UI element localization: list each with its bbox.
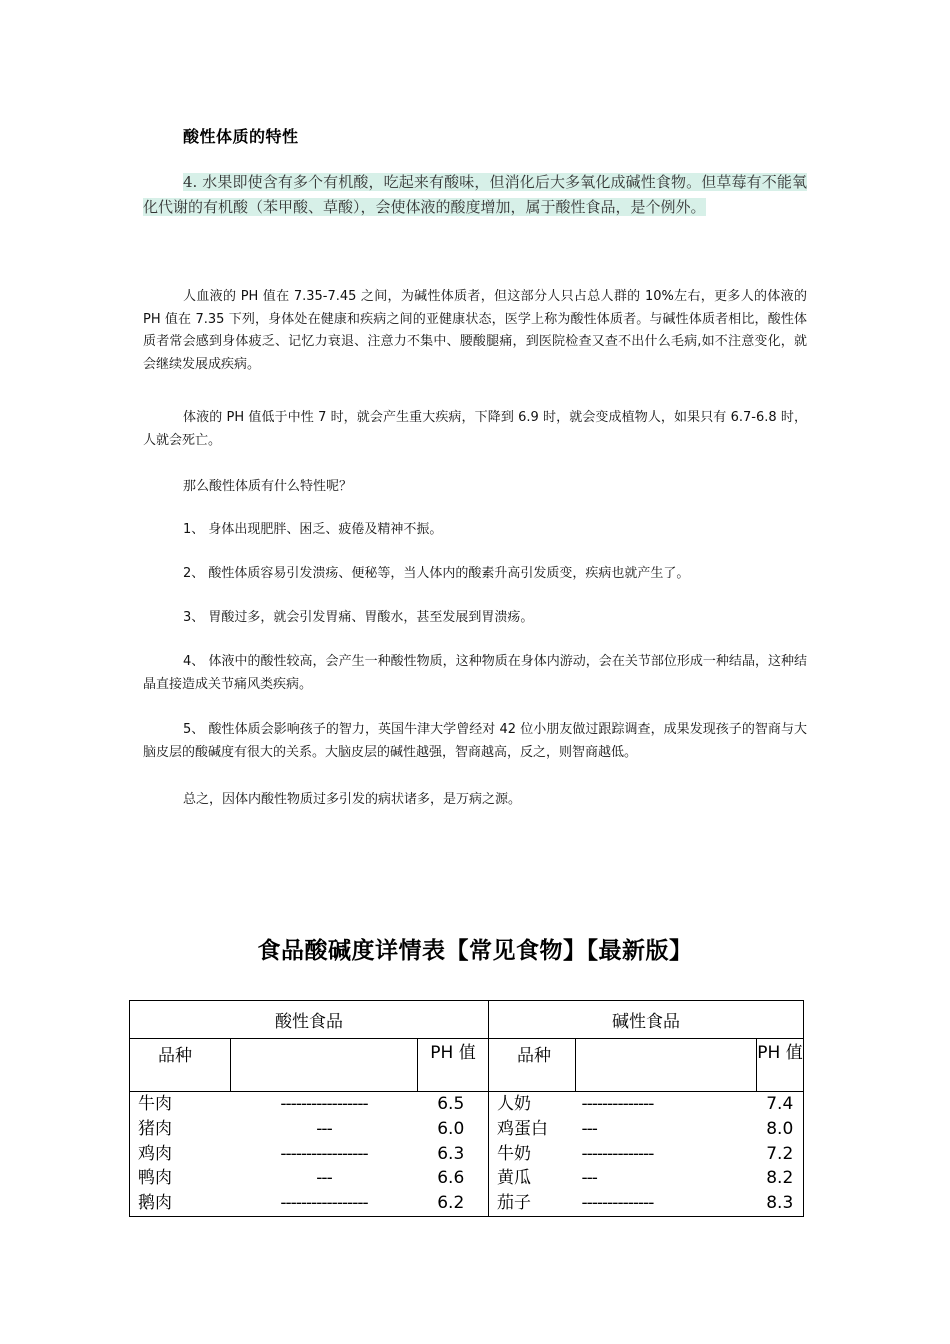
alk-ph-value: 8.3 (757, 1191, 804, 1216)
alk-col-ph: PH 值 (757, 1039, 804, 1092)
alk-food-name: 牛奶 (489, 1142, 576, 1167)
acid-dashes: ----------------- (280, 1143, 368, 1164)
acid-ph-value: 6.3 (437, 1143, 465, 1164)
table-title: 食品酸碱度详情表【常见食物】【最新版】 (257, 938, 693, 964)
acid-food-name: 猪肉 (130, 1117, 231, 1142)
section-title: 酸性体质的特性 (183, 127, 299, 146)
acid-col-ph: PH 值 (418, 1039, 489, 1092)
alk-col-name: 品种 (489, 1039, 576, 1092)
acid-ph-value: 6.6 (437, 1168, 465, 1189)
list-item-3: 3、 胃酸过多，就会引发胃痛、胃酸水，甚至发展到胃溃疡。 (183, 610, 534, 625)
acid-food-name: 牛肉 (130, 1092, 231, 1117)
list-item-1: 1、 身体出现肥胖、困乏、疲倦及精神不振。 (183, 522, 443, 537)
paragraph-question: 那么酸性体质有什么特性呢？ (183, 479, 353, 494)
alk-food-name: 茄子 (489, 1191, 576, 1216)
alk-dashes: -------------- (581, 1094, 654, 1114)
table-row (130, 1191, 804, 1216)
acid-ph-value: 6.5 (437, 1094, 465, 1114)
acid-dashes: --- (316, 1118, 332, 1139)
list-item-5: 5、 酸性体质会影响孩子的智力，英国牛津大学曾经对 42 位小朋友做过跟踪调查，成果发现孩子的智商与大脑皮层的酸碱度有很大的关系。大脑皮层的碱性越强，智商越高，反之，则智商越低。 (143, 722, 807, 760)
table-row (130, 1092, 804, 1117)
alk-food-name: 人奶 (489, 1092, 576, 1117)
highlighted-paragraph (143, 170, 807, 219)
acid-col-blank (231, 1039, 418, 1092)
ph-table (129, 1000, 804, 1217)
acid-food-name: 鸡肉 (130, 1142, 231, 1167)
alk-food-name: 黄瓜 (489, 1166, 576, 1191)
alk-ph-value: 7.2 (757, 1142, 804, 1167)
acid-food-name: 鹅肉 (130, 1191, 231, 1216)
table-row (130, 1166, 804, 1191)
alk-ph-value: 8.2 (757, 1166, 804, 1191)
paragraph-ph-threshold: 体液的 PH 值低于中性 7 时，就会产生重大疾病，下降到 6.9 时，就会变成植物人，如果只有 6.7-6.8 时，人就会死亡。 (143, 410, 807, 448)
acid-dashes: ----------------- (280, 1094, 368, 1114)
alk-ph-value: 7.4 (757, 1092, 804, 1117)
alk-ph-value: 8.0 (757, 1117, 804, 1142)
acid-food-name: 鸭肉 (130, 1166, 231, 1191)
acid-col-name: 品种 (130, 1039, 231, 1092)
paragraph-conclusion: 总之，因体内酸性物质过多引发的病状诸多，是万病之源。 (183, 792, 522, 807)
alk-dashes: --- (581, 1118, 597, 1139)
alkaline-foods-header: 碱性食品 (489, 1001, 804, 1039)
alk-dashes: -------------- (576, 1191, 757, 1216)
acid-dashes: --- (316, 1168, 332, 1189)
table-row (130, 1117, 804, 1142)
alk-food-name: 鸡蛋白 (489, 1117, 576, 1142)
alk-dashes: -------------- (581, 1143, 654, 1164)
alk-dashes: --- (581, 1168, 597, 1189)
list-item-4: 4、 体液中的酸性较高，会产生一种酸性物质，这种物质在身体内游动，会在关节部位形成一种结晶，这种结晶直接造成关节痛风类疾病。 (143, 654, 807, 692)
list-item-2: 2、 酸性体质容易引发溃疡、便秘等，当人体内的酸素升高引发质变，疾病也就产生了。 (183, 566, 690, 581)
acid-ph-value: 6.0 (437, 1118, 465, 1139)
acid-dashes: ----------------- (231, 1191, 418, 1216)
paragraph-blood-ph: 人血液的 PH 值在 7.35-7.45 之间，为碱性体质者，但这部分人只占总人群的 10%左右，更多人的体液的 PH 值在 7.35 下列，身体处在健康和疾病之间的亚健康状态，医学上称为酸性体质者。与碱性体质者相比，酸性体质者常会感到身体疲乏、记忆力衰退、注意力不集中、腰酸腿痛，到医院检查又查不出什么毛病,如不注意变化，就会继续发展成疾病。 (143, 289, 807, 372)
acid-foods-header: 酸性食品 (130, 1001, 489, 1039)
table-row (130, 1142, 804, 1167)
highlight-text: 4. 水果即使含有多个有机酸，吃起来有酸味，但消化后大多氧化成碱性食物。但草莓有不能氧化代谢的有机酸（苯甲酸、草酸），会使体液的酸度增加，属于酸性食品，是个例外。 (143, 173, 807, 216)
alk-col-blank (576, 1039, 757, 1092)
acid-ph-value: 6.2 (418, 1191, 489, 1216)
